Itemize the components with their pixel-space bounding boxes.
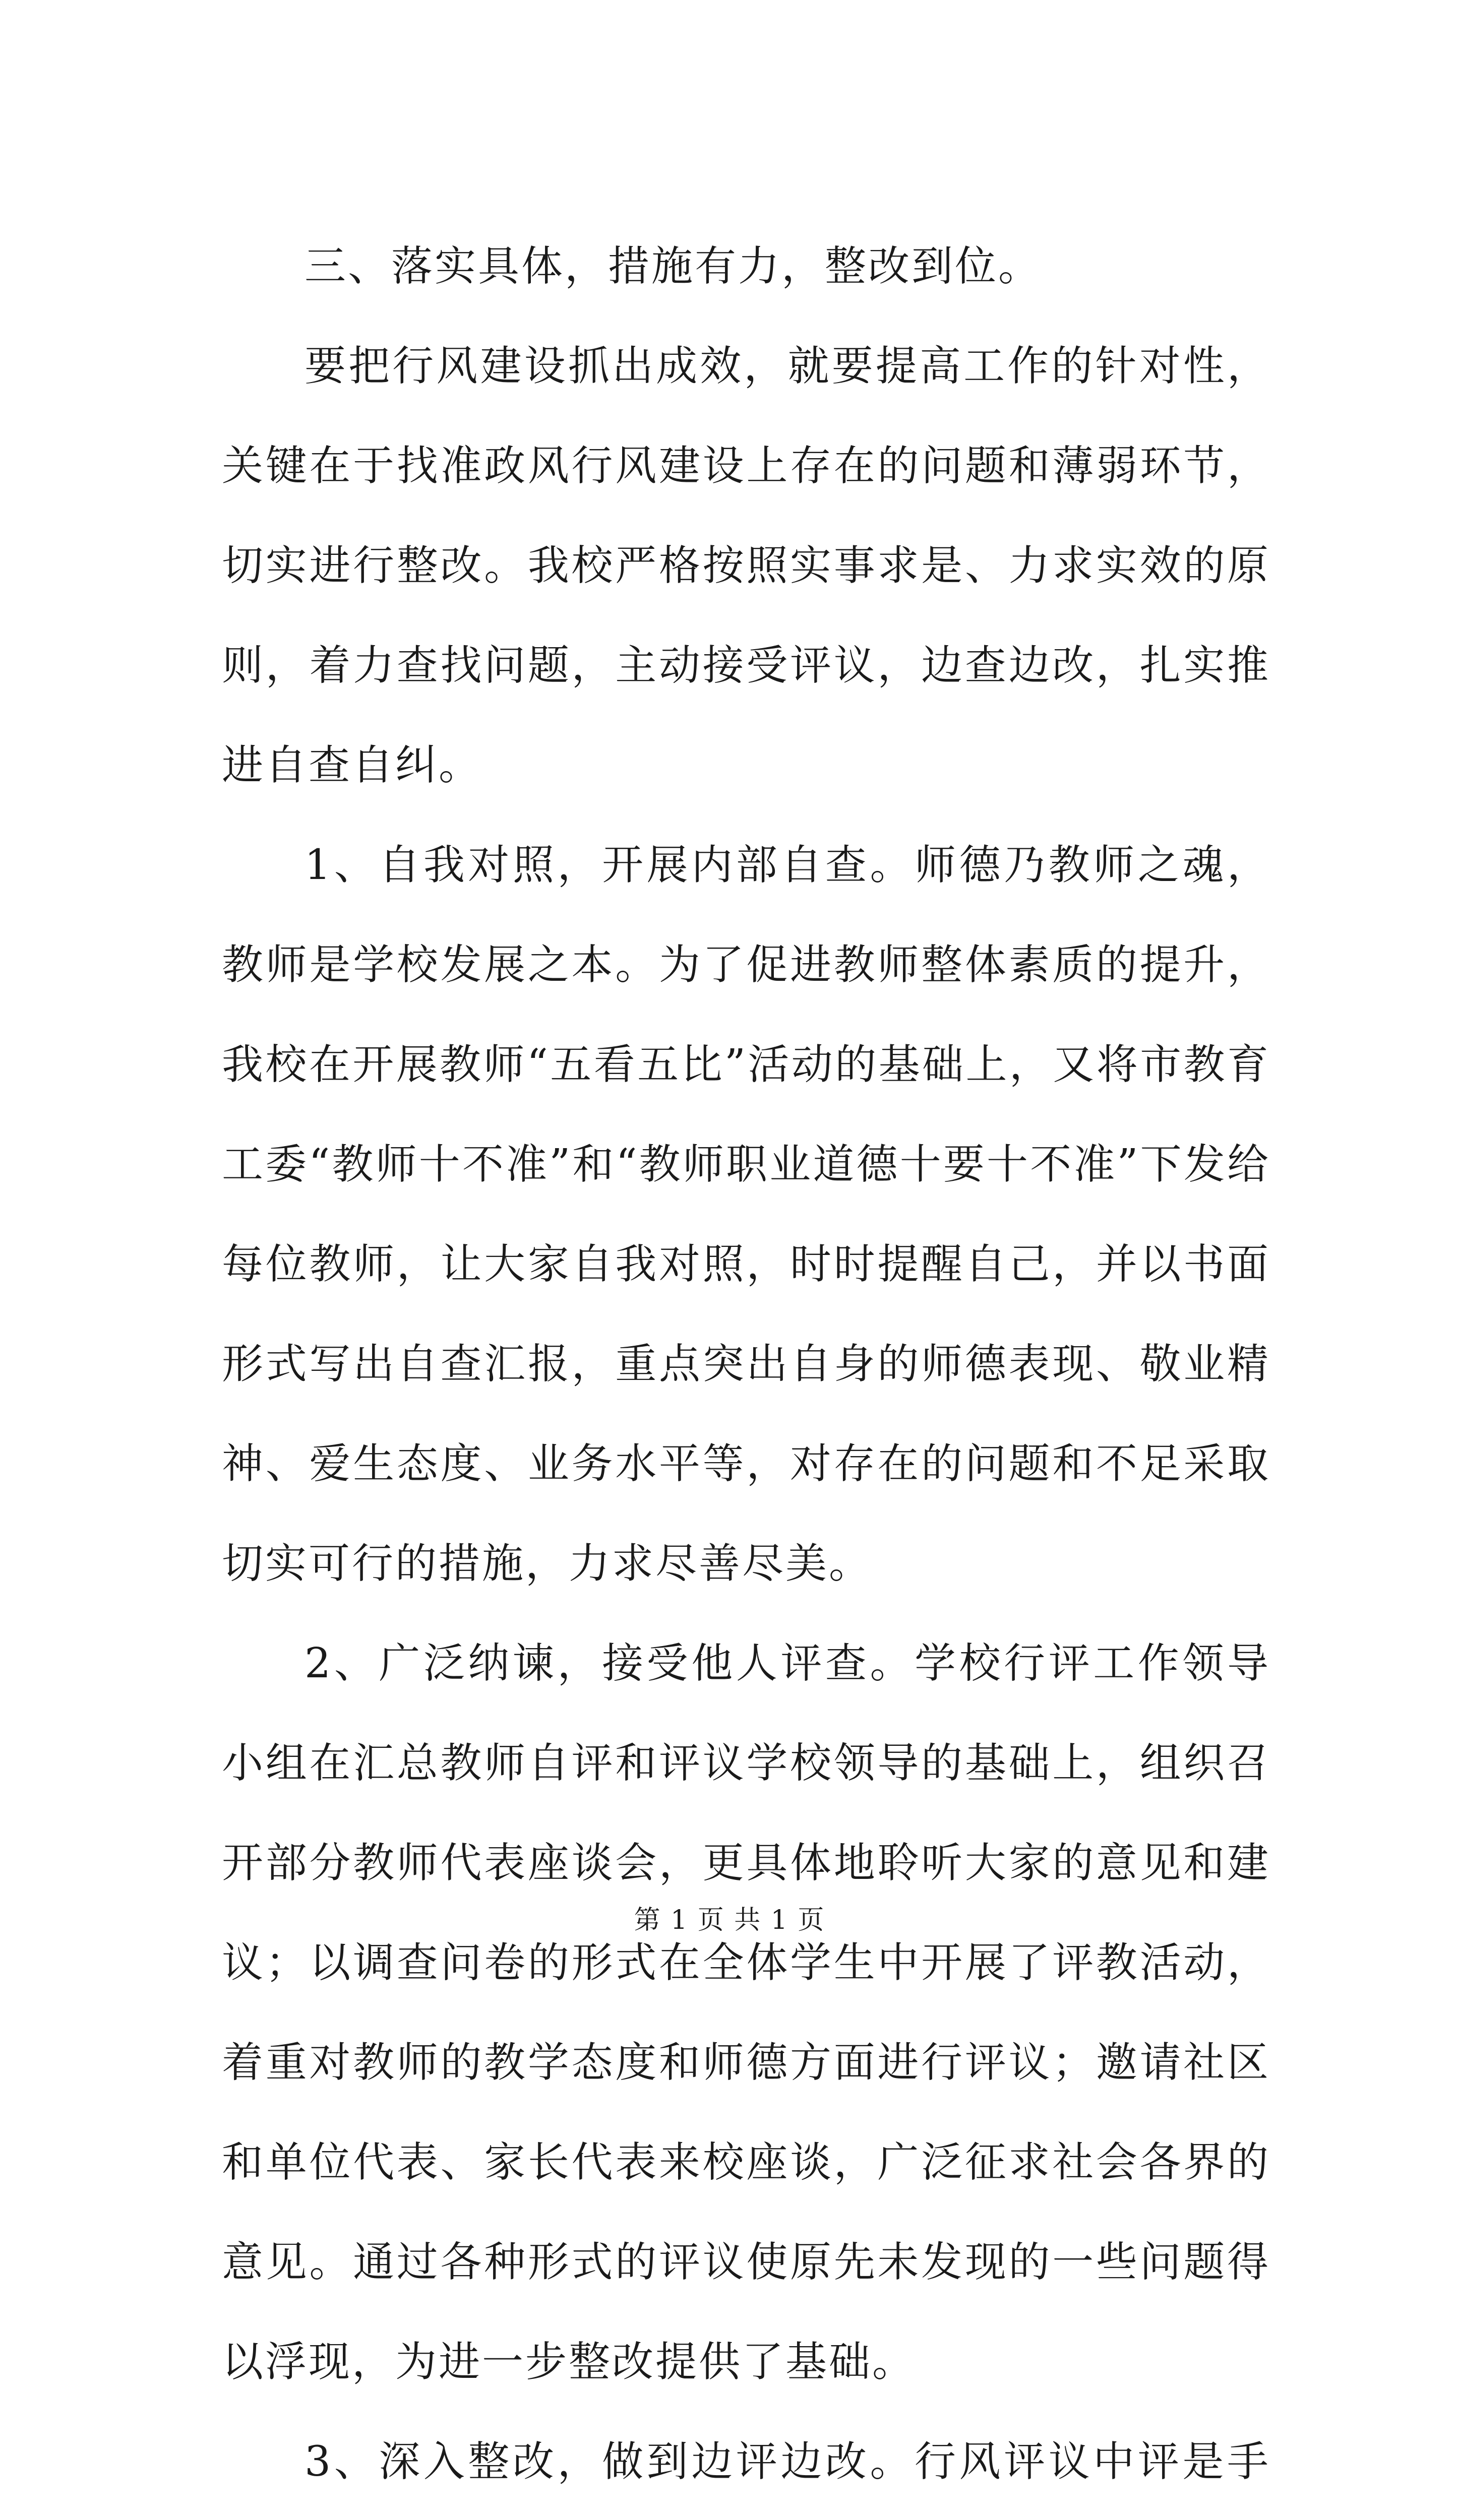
paragraph-peer-review: 2、广泛纳谏，接受他人评查。学校行评工作领导小组在汇总教师自评和评议学校领导的基础上，组织召开部分教师代表座谈会，更具体地聆听大家的意见和建议；以调查问卷的形式在全体学生中开展了评教活动，着重对教师的教学态度和师德方面进行评议；邀请社区和单位代表、家长代表来校座谈，广泛征求社会各界的意见。通过各种形式的评议使原先未发现的一些问题得以浮现，为进一步整改提供了基础。 (222, 1640, 1270, 2386)
section-heading: 三、落实具体，措施有力，整改到位。 (305, 242, 1042, 290)
page-number-footer: 第 1 页 共 1 页 (634, 1905, 825, 1935)
paragraph-rectification: 3、深入整改，做到边评边改。行风评议中评是手 (305, 2438, 1270, 2486)
document-body (222, 217, 1270, 2520)
intro-paragraph: 要把行风建设抓出成效，就要提高工作的针对性，关键在于找准政风行风建设上存在的问题和薄弱环节，切实进行整改。我校严格按照实事求是、力求实效的原则，着力查找问题，主动接受评议，边查边改，扎实推进自查自纠。 (222, 342, 1270, 789)
paragraph-self-check: 1、自我对照，开展内部自查。师德乃教师之魂，教师是学校发展之本。为了促进教师整体素质的提升，我校在开展教师“五看五比”活动的基础上，又将市教育工委“教师十不准”和“教师职业道德十要十不准”下发给每位教师，让大家自我对照，时时提醒自己，并以书面形式写出自查汇报，重点突出自身的师德表现、敬业精神、爱生态度、业务水平等，对存在的问题和不足采取切实可行的措施，力求尽善尽美。 (222, 841, 1270, 1588)
